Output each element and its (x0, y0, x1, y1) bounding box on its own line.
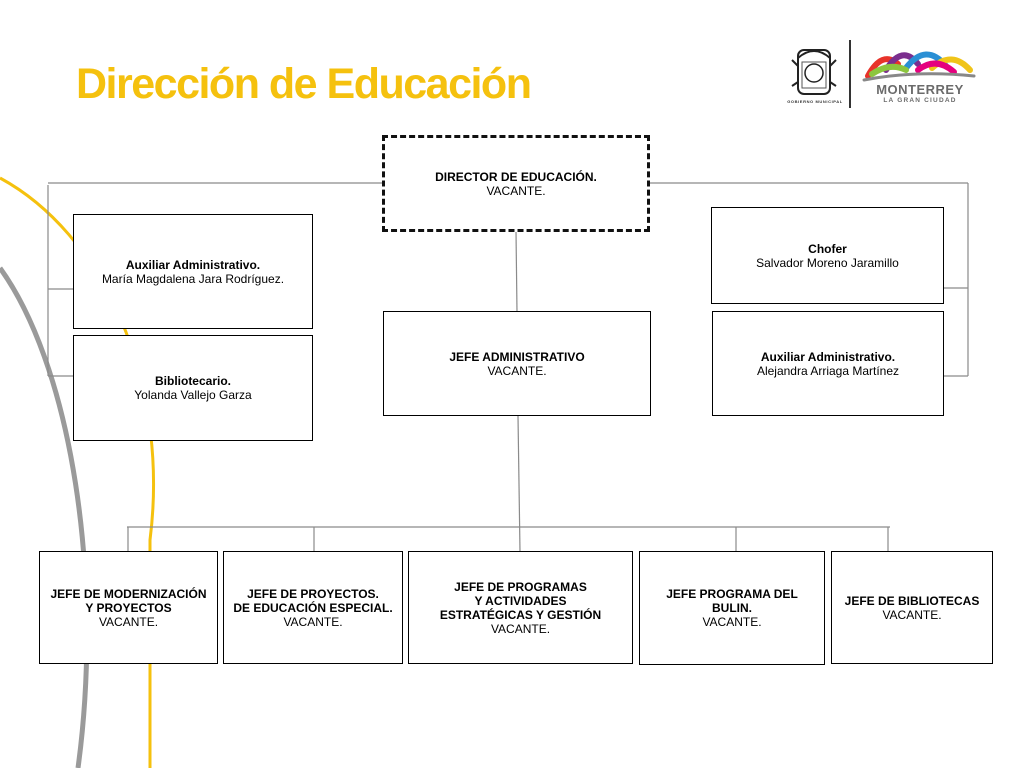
role-label: JEFE DE PROGRAMAS Y ACTIVIDADES ESTRATÉGICAS Y GESTIÓN (439, 579, 602, 622)
person-name: VACANTE. (486, 184, 546, 198)
role-label: JEFE DE MODERNIZACIÓN Y PROYECTOS (50, 586, 207, 615)
person-name: VACANTE. (283, 614, 343, 629)
person-name: VACANTE. (487, 363, 547, 378)
person-name: Salvador Moreno Jaramillo (756, 255, 899, 270)
seal-caption: GOBIERNO MUNICIPAL (787, 99, 843, 104)
person-name: Alejandra Arriaga Martínez (756, 363, 900, 378)
person-name: María Magdalena Jara Rodríguez. (101, 271, 285, 286)
org-box-aux-left (73, 214, 313, 329)
person-name: VACANTE. (882, 607, 942, 622)
role-label: DIRECTOR DE EDUCACIÓN. (435, 170, 597, 184)
role-label: Auxiliar Administrativo. (125, 257, 261, 272)
municipal-seal-icon (792, 50, 836, 94)
person-name: Yolanda Vallejo Garza (134, 388, 252, 402)
role-label: JEFE DE PROYECTOS. DE EDUCACIÓN ESPECIAL. (233, 586, 393, 615)
org-box-jefe-proyectos (223, 551, 403, 664)
mountain-logo-icon (864, 54, 974, 80)
role-label: JEFE ADMINISTRATIVO (449, 349, 585, 364)
org-box-chofer (711, 207, 944, 304)
role-label: JEFE PROGRAMA DEL BULIN. (666, 587, 798, 615)
role-label: Bibliotecario. (154, 374, 231, 388)
org-box-jefe-modernizacion (39, 551, 218, 664)
role-label: JEFE DE BIBLIOTECAS (844, 593, 980, 608)
org-box-jefe-bibliotecas (831, 551, 993, 664)
person-name: VACANTE. (490, 621, 551, 636)
person-name: VACANTE. (702, 615, 762, 629)
org-box-jefe-administrativo (383, 311, 651, 416)
brand-tagline: LA GRAN CIUDAD (883, 97, 957, 104)
org-box-jefe-programas (408, 551, 633, 664)
role-label: Chofer (808, 241, 847, 256)
page-title: Dirección de Educación (76, 60, 531, 108)
org-box-jefe-bulin (639, 551, 825, 665)
role-label: Auxiliar Administrativo. (760, 349, 896, 364)
brand-name: MONTERREY (876, 82, 964, 97)
person-name: VACANTE. (98, 614, 159, 629)
org-box-director (382, 135, 650, 232)
org-box-bibliotecario (73, 335, 313, 441)
org-box-aux-right (712, 311, 944, 416)
